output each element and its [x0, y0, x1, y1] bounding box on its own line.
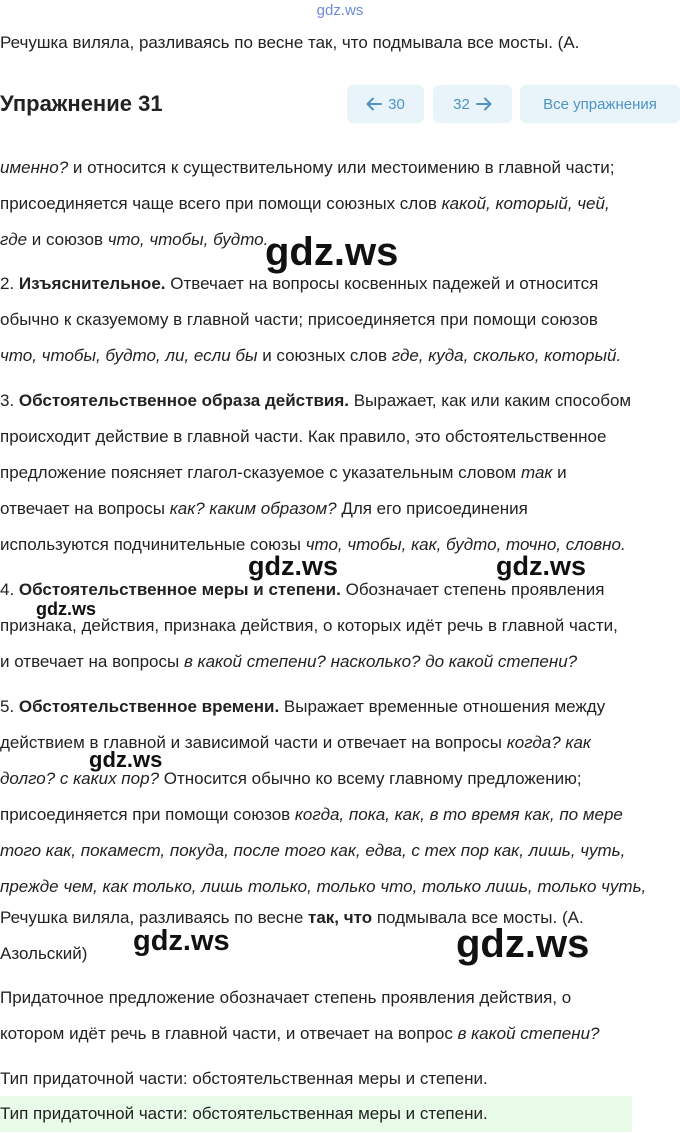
theory-fragment: долго? с каких пор? — [0, 769, 160, 788]
theory-fragment: того как, покамест, покуда, после того как, едва, с тех пор как, лишь, чуть, — [0, 841, 626, 860]
theory-fragment: присоединяется при помощи союзов — [0, 805, 295, 824]
theory-fragment: Для его присоединения — [336, 499, 528, 518]
answer-line: Тип придаточной части: обстоятельственная меры и степени. — [0, 1096, 632, 1132]
watermark: gdz.ws — [248, 551, 339, 581]
type-line: Тип придаточной части: обстоятельственная меры и степени. — [0, 1069, 488, 1088]
theory-item-2 — [0, 266, 621, 374]
theory-fragment: и относится к существительному или местоимению в главной части; — [68, 158, 615, 177]
item-number: 4. — [0, 580, 19, 599]
next-exercise-label: 32 — [453, 95, 470, 113]
theory-fragment: и союзов — [27, 230, 108, 249]
theory-fragment: Обозначает степень проявления — [340, 580, 605, 599]
theory-fragment: что, чтобы, будто, ли, если бы — [0, 346, 258, 365]
prev-exercise-button[interactable] — [347, 85, 424, 123]
theory-fragment: где, куда, сколько, который. — [391, 346, 622, 365]
theory-line: признака, действия, признака действия, о которых идёт речь в главной части, — [0, 616, 618, 635]
explanation — [0, 980, 600, 1052]
watermark: gdz.ws — [89, 747, 163, 772]
theory-fragment: Выражает временные отношения между — [279, 697, 606, 716]
theory-fragment: когда, пока, как, в то время как, по мере — [294, 805, 623, 824]
theory-line: обычно к сказуемому в главной части; присоединяется при помощи союзов — [0, 310, 598, 329]
theory-fragment: и отвечает на вопросы — [0, 652, 184, 671]
arrow-left-icon — [366, 97, 382, 111]
exercise-title: Упражнение 31 — [0, 91, 163, 116]
theory-fragment: действием в главной и зависимой части и отвечает на вопросы — [0, 733, 507, 752]
example-conjunction: так, что — [308, 908, 373, 927]
example-fragment: Речушка виляла, разливаясь по весне — [0, 908, 309, 927]
theory-line — [0, 186, 680, 222]
item-heading: Изъяснительное. — [18, 274, 166, 293]
theory-fragment: в какой степени? насколько? до какой степени? — [183, 652, 578, 671]
watermark: gdz.ws — [456, 922, 590, 966]
theory-fragment: Отвечает на вопросы косвенных падежей и относится — [165, 274, 599, 293]
next-exercise-button[interactable] — [433, 85, 512, 123]
theory-item-4 — [0, 572, 618, 680]
theory-fragment: используются подчинительные союзы — [0, 535, 306, 554]
theory-item-5 — [0, 689, 646, 905]
theory-fragment: Относится обычно ко всему главному предложению; — [159, 769, 582, 788]
theory-fragment: именно? — [0, 158, 69, 177]
example-fragment: подмывала все мосты. (А. — [372, 908, 584, 927]
theory-fragment: присоединяется чаще всего при помощи союзных слов — [0, 194, 442, 213]
item-number: 5. — [0, 697, 19, 716]
all-exercises-label: Все упражнения — [543, 95, 657, 113]
top-watermark: gdz.ws — [316, 2, 364, 19]
theory-fragment: когда? как — [506, 733, 591, 752]
theory-fragment: какой, который, чей, — [441, 194, 610, 213]
theory-fragment: как? каким образом? — [169, 499, 337, 518]
item-number: 3. — [0, 391, 19, 410]
watermark: gdz.ws — [133, 925, 230, 957]
theory-fragment: что, чтобы, будто. — [107, 230, 269, 249]
explanation-line: Придаточное предложение обозначает степень проявления действия, о — [0, 988, 572, 1007]
explanation-fragment: котором идёт речь в главной части, и отвечает на вопрос — [0, 1024, 458, 1043]
theory-fragment: и союзных слов — [257, 346, 392, 365]
theory-line: происходит действие в главной части. Как правило, это обстоятельственное — [0, 427, 607, 446]
example-author: Азольский) — [0, 944, 88, 963]
watermark: gdz.ws — [265, 230, 399, 274]
all-exercises-button[interactable] — [520, 85, 680, 123]
theory-fragment: так — [520, 463, 553, 482]
theory-fragment: где — [0, 230, 28, 249]
item-heading: Обстоятельственное образа действия. — [18, 391, 349, 410]
theory-line — [0, 150, 680, 186]
theory-fragment: что, чтобы, как, будто, точно, словно. — [305, 535, 626, 554]
watermark: gdz.ws — [36, 599, 97, 619]
item-heading: Обстоятельственное меры и степени. — [18, 580, 341, 599]
theory-fragment: прежде чем, как только, лишь только, только что, только лишь, только чуть, — [0, 877, 647, 896]
theory-fragment: Выражает, как или каким способом — [349, 391, 632, 410]
explanation-fragment: в какой степени? — [457, 1024, 600, 1043]
theory-fragment: отвечает на вопросы — [0, 499, 170, 518]
item-heading: Обстоятельственное времени. — [18, 697, 280, 716]
prev-exercise-label: 30 — [388, 95, 405, 113]
theory-fragment: и — [552, 463, 567, 482]
watermark: gdz.ws — [496, 551, 587, 581]
intro-line: Речушка виляла, разливаясь по весне так, что подмывала все мосты. (А. — [0, 33, 580, 52]
item-number: 2. — [0, 274, 19, 293]
theory-fragment: предложение поясняет глагол-сказуемое с указательным словом — [0, 463, 521, 482]
theory-item-3 — [0, 383, 631, 563]
arrow-right-icon — [476, 97, 492, 111]
